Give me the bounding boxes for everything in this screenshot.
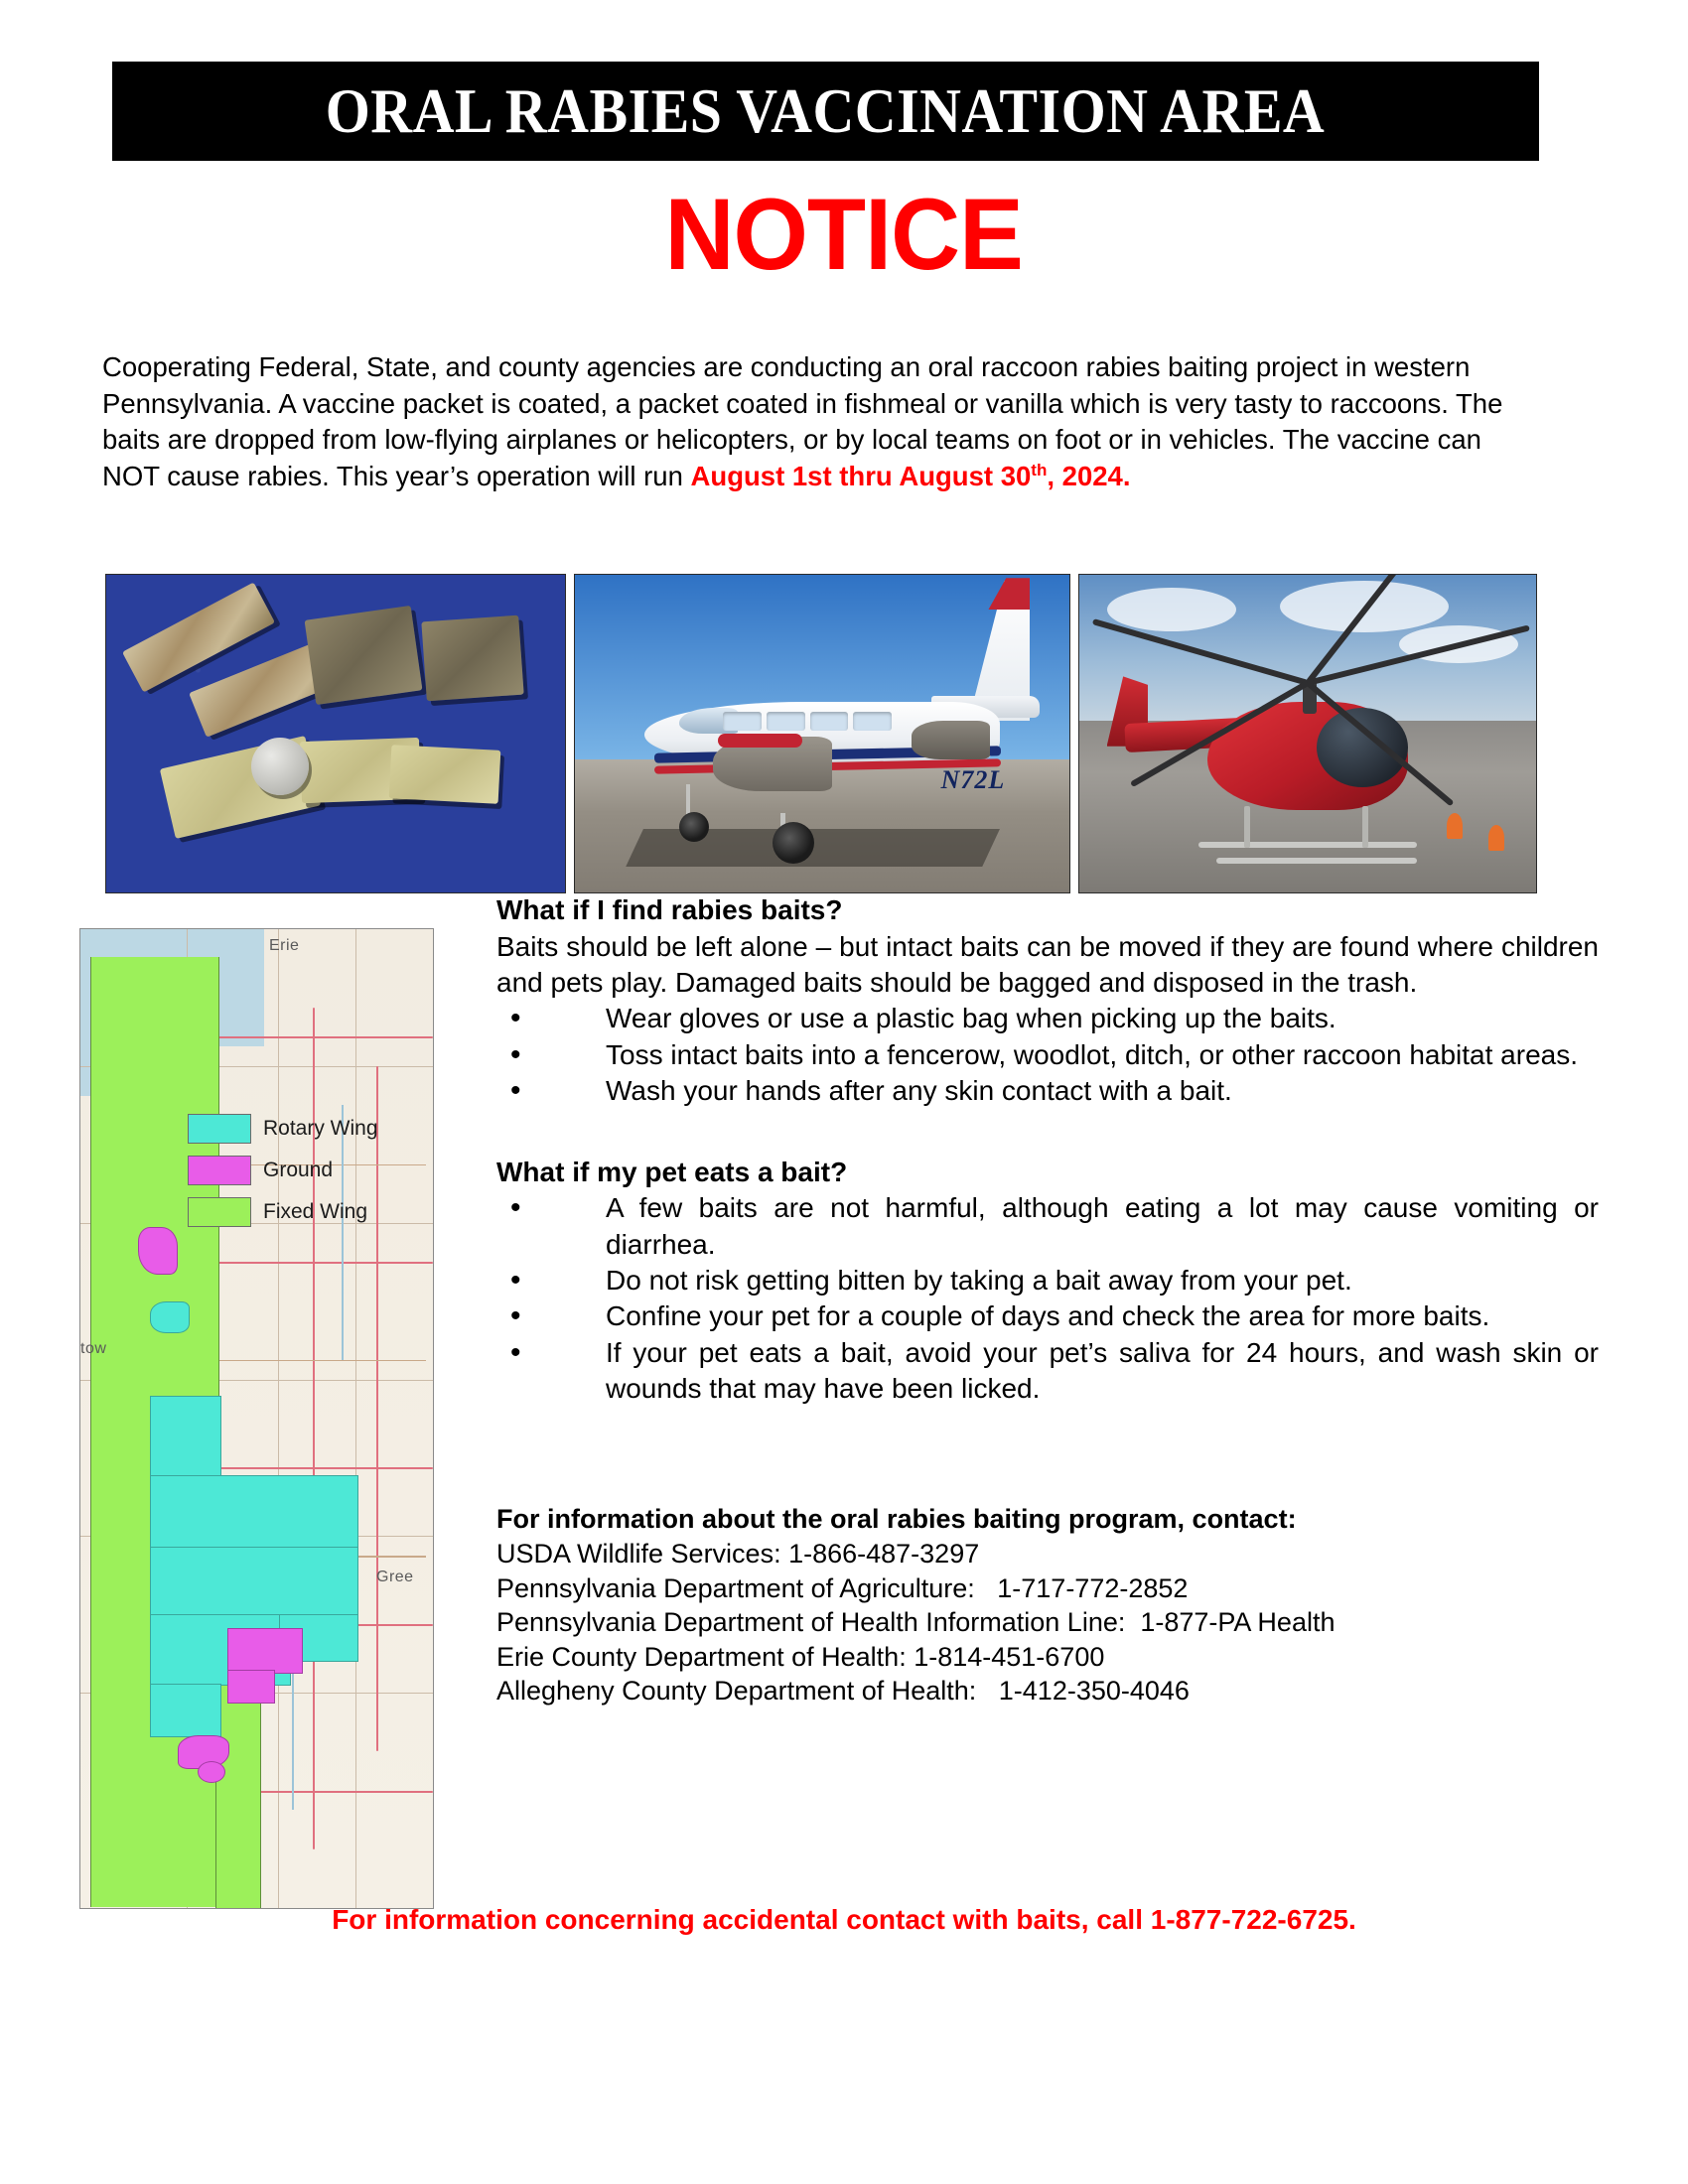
- list-item: • Do not risk getting bitten by taking a bait away from your pet.: [496, 1263, 1599, 1298]
- bait-packet: [421, 615, 523, 702]
- notice-heading: NOTICE: [664, 178, 1024, 291]
- zone-ground: [138, 1227, 178, 1275]
- nose-wheel: [679, 812, 709, 842]
- bait-distribution-map[interactable]: [79, 928, 434, 1909]
- zone-rotary-wing: [150, 1684, 221, 1737]
- legend-label-ground: Ground: [263, 1159, 334, 1181]
- highway: [201, 1467, 433, 1469]
- zone-ground: [227, 1670, 275, 1704]
- contact-line-pa-health: Pennsylvania Department of Health Information Line: 1-877-PA Health: [496, 1607, 1336, 1638]
- bait-packet: [389, 745, 501, 804]
- landing-skid: [1216, 858, 1417, 864]
- legend-swatch-fixed-wing: [188, 1197, 251, 1227]
- contact-line-allegheny-county-health: Allegheny County Department of Health: 1-412-350-4046: [496, 1676, 1190, 1706]
- photo-strip: [105, 574, 1537, 893]
- section-body-find-baits: Baits should be left alone – but intact baits can be moved if they are found where children and pets play. Damaged baits should be bagged and disposed in the trash.: [496, 930, 1599, 998]
- map-label-erie: Erie: [269, 937, 300, 954]
- aircraft-registration: N72L: [940, 765, 1006, 794]
- contact-line-usda: USDA Wildlife Services: 1-866-487-3297: [496, 1539, 980, 1570]
- intro-text: Cooperating Federal, State, and county agencies are conducting an oral raccoon rabies baiting project in western Pennsylvania. A vaccine packet is coated, a packet coated in fishmeal or vanilla which is very tasty to raccoons. The baits are dropped from low-flying airplanes or helicopters, or by local teams on foot or in vehicles. The vaccine can NOT cause rabies. This year’s operation will run: [102, 351, 1503, 491]
- legend-label-rotary-wing: Rotary Wing: [263, 1117, 378, 1140]
- list-item: • A few baits are not harmful, although eating a lot may cause vomiting or diarrhea.: [496, 1190, 1599, 1263]
- legend-item-fixed-wing: [188, 1197, 378, 1227]
- list-item: • Wash your hands after any skin contact with a bait.: [496, 1073, 1599, 1109]
- bullet-list-pet-eats-bait: [496, 1190, 1599, 1407]
- photo-fixed-wing-airplane: [574, 574, 1070, 893]
- map-label-town: tow: [80, 1340, 107, 1357]
- section-heading-find-baits: What if I find rabies baits?: [496, 894, 843, 925]
- bullet-list-find-baits: [496, 1001, 1599, 1109]
- list-item: • Confine your pet for a couple of days and check the area for more baits.: [496, 1298, 1599, 1334]
- spacer: [496, 1407, 1599, 1502]
- county-boundary: [355, 929, 356, 1908]
- legend-item-ground: [188, 1156, 378, 1185]
- photo-rabies-baits: [105, 574, 566, 893]
- section-heading-pet-eats-bait: What if my pet eats a bait?: [496, 1156, 848, 1187]
- contact-line-erie-county-health: Erie County Department of Health: 1-814-451-6700: [496, 1641, 1105, 1672]
- list-item: • Wear gloves or use a plastic bag when picking up the baits.: [496, 1001, 1599, 1036]
- map-legend: [188, 1114, 378, 1227]
- operation-dates-main: August 1st thru August 30: [690, 460, 1032, 491]
- header-banner: [112, 62, 1539, 161]
- cabin-windows: [723, 712, 891, 731]
- contact-line-pa-agriculture: Pennsylvania Department of Agriculture: 1-717-772-2852: [496, 1572, 1189, 1603]
- operation-dates: [691, 461, 1131, 491]
- cloud: [1107, 588, 1236, 631]
- footer-contact-notice: For information concerning accidental contact with baits, call 1-877-722-6725.: [332, 1904, 1356, 1935]
- list-item: • Toss intact baits into a fencerow, woodlot, ditch, or other raccoon habitat areas.: [496, 1037, 1599, 1073]
- bait-packet: [305, 606, 423, 705]
- page-title: ORAL RABIES VACCINATION AREA: [326, 75, 1326, 146]
- operation-dates-year: , 2024.: [1047, 460, 1131, 491]
- skid-leg: [1244, 806, 1250, 848]
- footer: [0, 1904, 1688, 1936]
- contact-heading: For information about the oral rabies baiting program, contact:: [496, 1504, 1297, 1535]
- zone-rotary-wing: [150, 1396, 221, 1477]
- coin-for-scale: [251, 738, 309, 795]
- cockpit-bubble: [1317, 708, 1408, 787]
- zone-rotary-wing: [150, 1475, 358, 1549]
- county-boundary: [278, 929, 279, 1908]
- zone-rotary-wing: [150, 1547, 358, 1616]
- map-label-greene: Gree: [376, 1569, 414, 1585]
- legend-label-fixed-wing: Fixed Wing: [263, 1200, 368, 1223]
- spacer: [496, 1110, 1599, 1156]
- engine-nacelle-accent: [718, 734, 802, 748]
- intro-paragraph: [102, 349, 1537, 494]
- photo-rotary-wing-helicopter: [1078, 574, 1537, 893]
- notice-heading-wrap: [0, 178, 1688, 291]
- traffic-cone: [1447, 813, 1463, 839]
- faq-column: [496, 893, 1599, 1708]
- operation-dates-ordinal: th: [1031, 460, 1048, 479]
- list-item: • If your pet eats a bait, avoid your pet’s saliva for 24 hours, and wash skin or wounds that may have been licked.: [496, 1335, 1599, 1408]
- legend-item-rotary-wing: [188, 1114, 378, 1144]
- traffic-cone: [1488, 825, 1504, 851]
- zone-ground: [198, 1761, 225, 1783]
- legend-swatch-ground: [188, 1156, 251, 1185]
- zone-ground: [227, 1628, 303, 1674]
- skid-leg: [1362, 806, 1368, 848]
- legend-swatch-rotary-wing: [188, 1114, 251, 1144]
- landing-skid: [1198, 842, 1418, 848]
- local-road: [201, 1360, 426, 1362]
- engine-nacelle-rear: [912, 721, 991, 758]
- zone-rotary-wing: [150, 1301, 190, 1333]
